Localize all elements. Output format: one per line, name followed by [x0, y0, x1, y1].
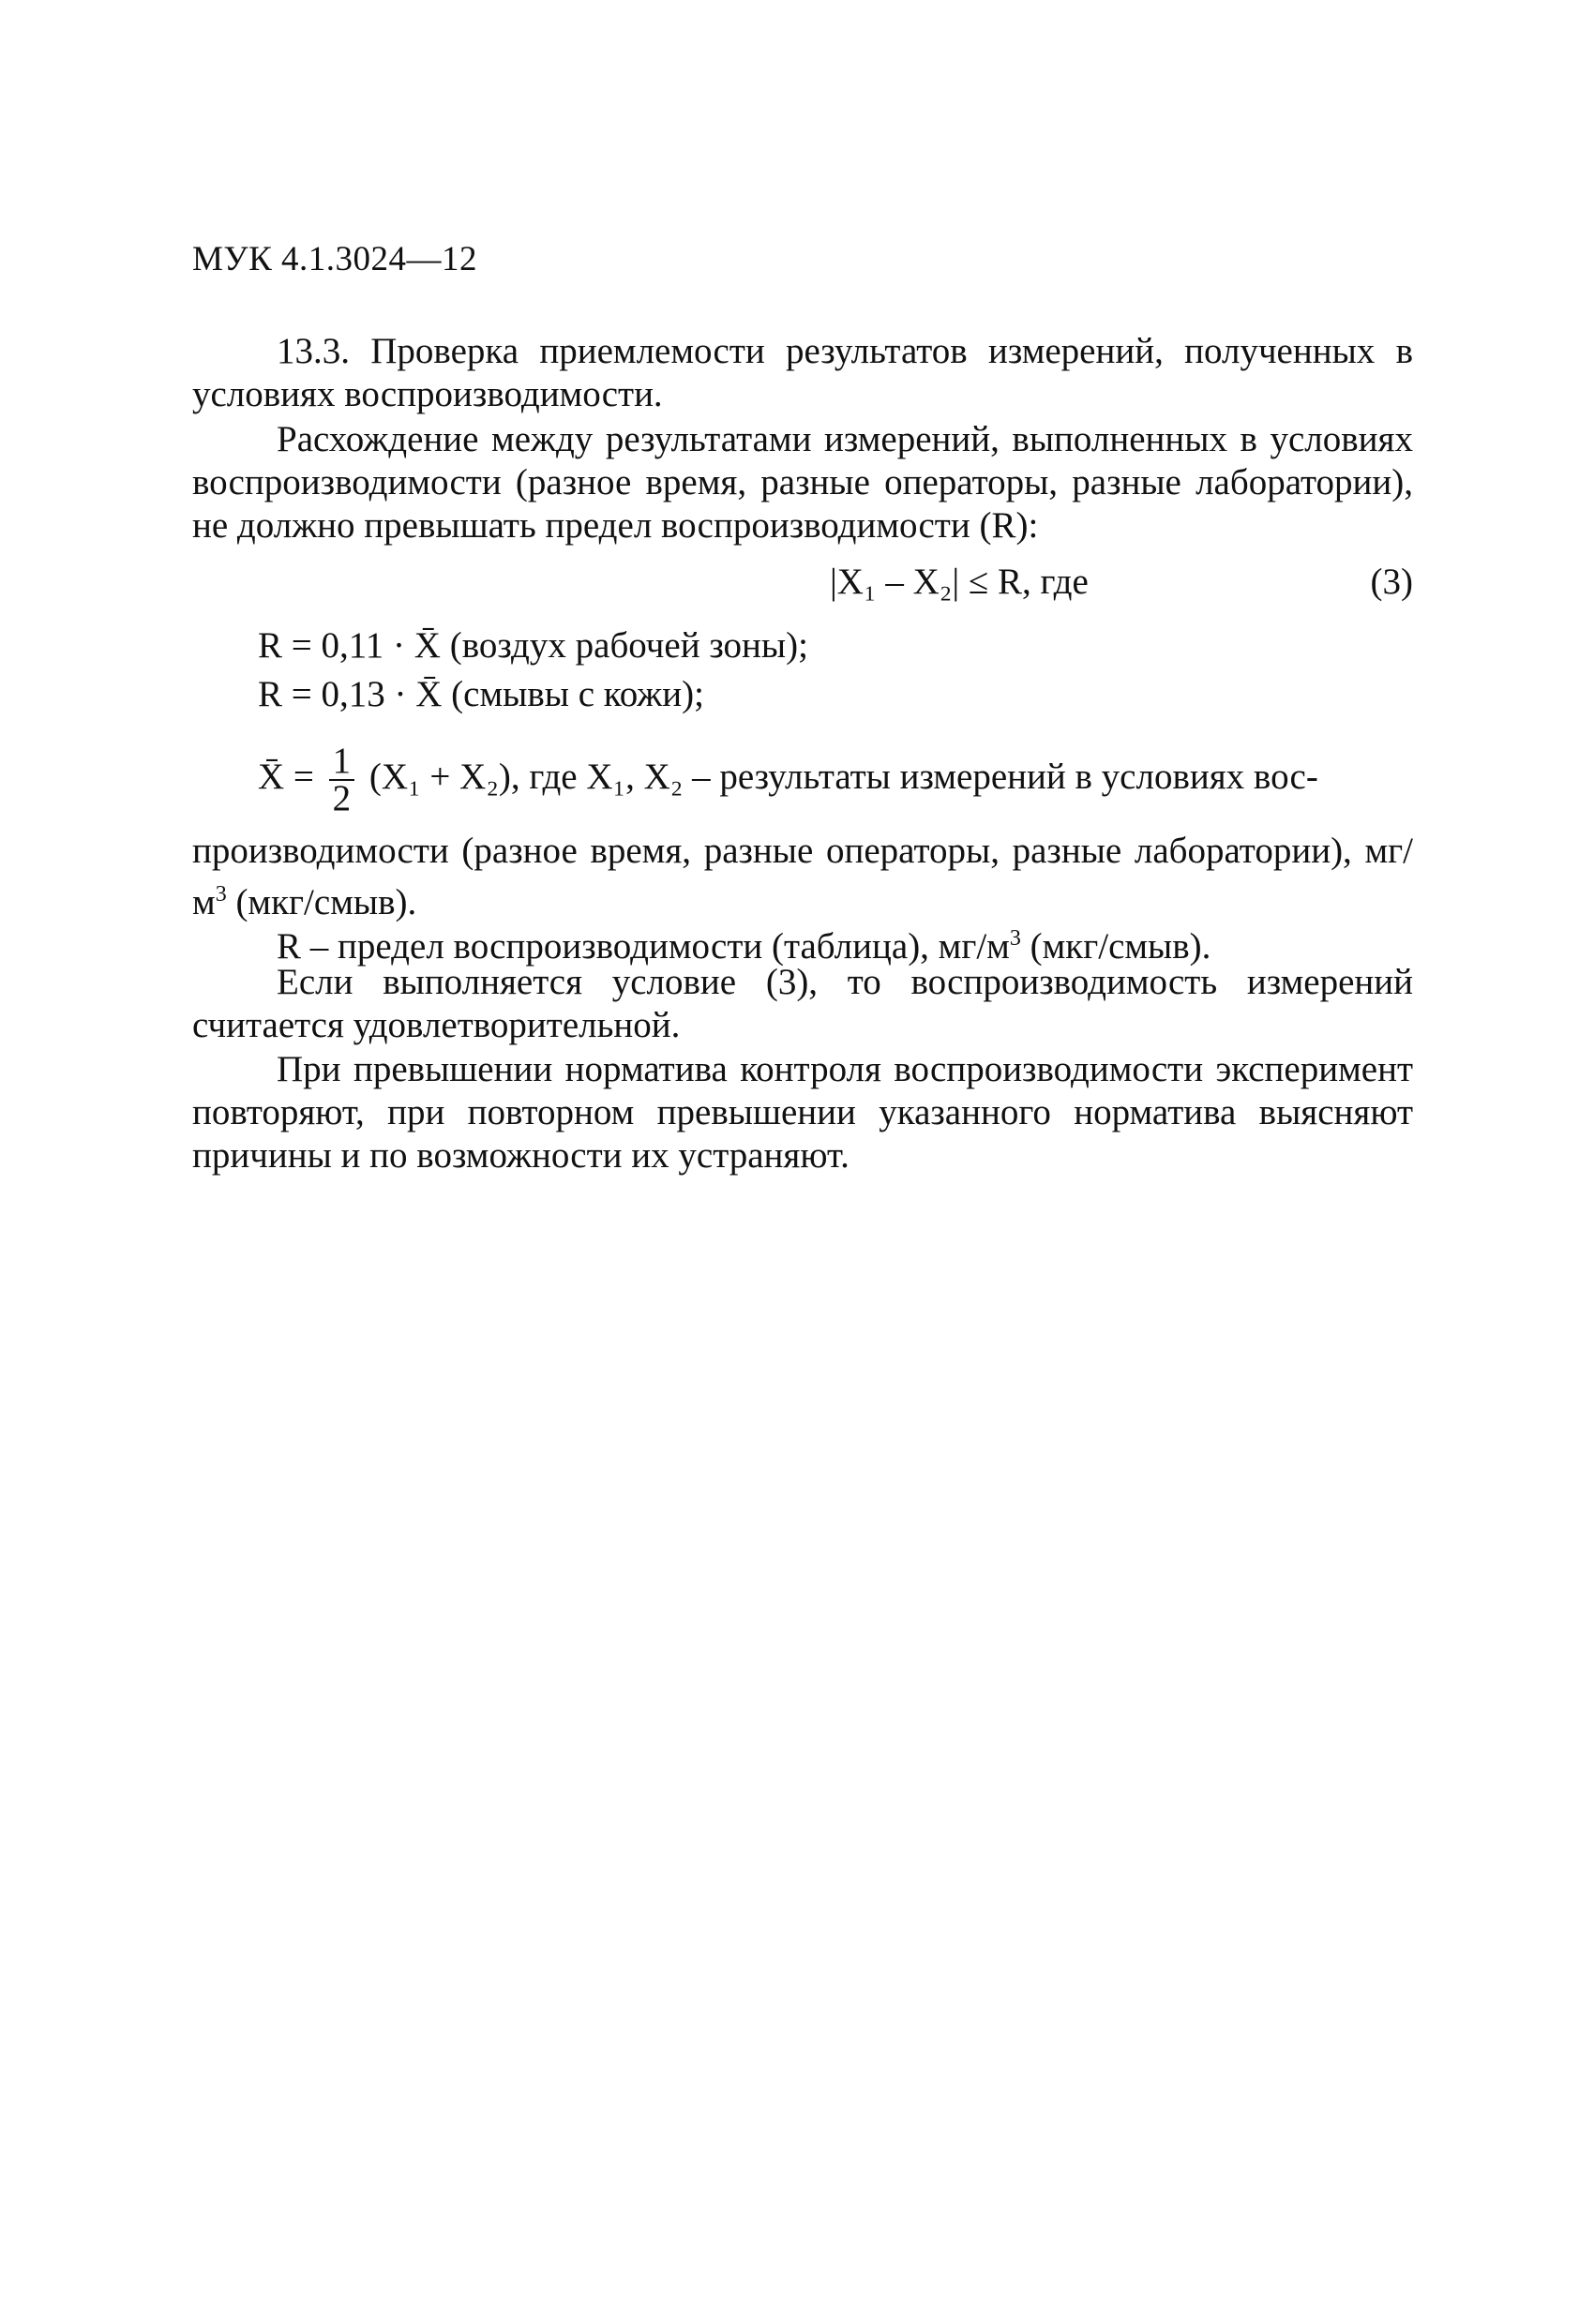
paragraph-continuation	[192, 830, 1413, 924]
fraction-denominator: 2	[332, 778, 352, 818]
r-definition-text: R – предел воспроизводимости (таблица), мг/м	[277, 926, 1010, 967]
formula-r-air: R = 0,11 · X̄ (воздух рабочей зоны);	[258, 625, 808, 666]
paragraph-exceed: При превышении норматива контроля воспроизводимости эксперимент повторяют, при повторном превышении указанного норматива выясняют причины и по возможности их устраняют.	[192, 1049, 1413, 1176]
formula-3: |X₁ – X₂| ≤ R, где	[830, 562, 1089, 602]
fraction-one-half	[329, 743, 355, 817]
formula-3-line	[192, 561, 1413, 607]
formula-xbar-lhs: X̄ =	[258, 756, 314, 797]
paragraph-divergence: Расхождение между результатами измерений, выполненных в условиях воспроизводимости (разное время, разные операторы, разные лаборатории), не должно превышать предел воспроизводимости (R):	[192, 419, 1413, 546]
superscript-3: 3	[215, 882, 227, 907]
equation-number: (3)	[1370, 562, 1413, 602]
formula-r-skin: R = 0,13 · X̄ (смывы с кожи);	[258, 674, 704, 714]
superscript-3: 3	[1009, 926, 1021, 951]
continuation-text: производимости (разное время, разные операторы, разные лаборатории), мг/м	[192, 831, 1413, 922]
formula-xbar-line	[258, 736, 1413, 826]
r-definition-unit: (мкг/смыв).	[1020, 926, 1211, 967]
section-13-3-title: 13.3. Проверка приемлемости результатов измерений, полученных в условиях воспроизводимости.	[192, 331, 1413, 414]
continuation-unit: (мкг/смыв).	[226, 882, 417, 922]
paragraph-condition: Если выполняется условие (3), то воспроизводимость измерений считается удовлетворительной.	[192, 962, 1413, 1045]
formula-xbar-rhs: (X₁ + X₂), где X₁, X₂ – результаты измерений в условиях вос-	[368, 756, 1318, 797]
fraction-numerator: 1	[329, 743, 355, 781]
document-code-header: МУК 4.1.3024—12	[192, 240, 478, 278]
